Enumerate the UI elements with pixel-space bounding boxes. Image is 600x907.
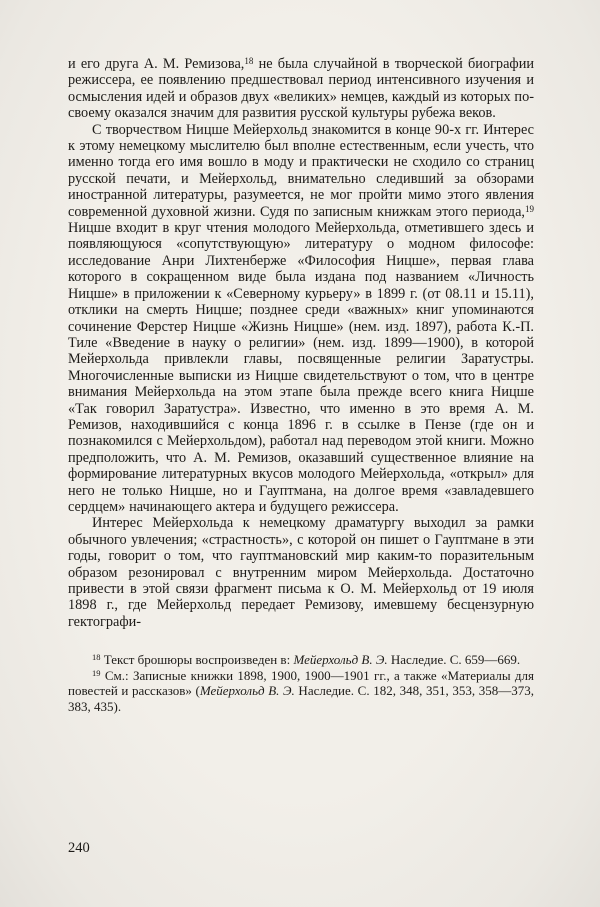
footnote-author: Мейерхольд В. Э.: [199, 683, 295, 699]
footnotes-section: [68, 652, 534, 714]
footnote-number-19: 19: [92, 668, 101, 678]
text-run: Ницше входит в круг чтения молодого Мейерхольда, отметившего здесь и появляющуюся «сопутствующую» литературу о модном философе: исследование Анри Лихтенберже «Философия Ницше», первая глава которого в сокращенном виде была издана под названием «Личность Ницше» в приложении к «Северному курьеру» в 1899 г. (от 08.11 и 15.11), отклики на смерть Ницше; позднее среди «важных» книг упоминаются сочинение Ферстер Ницше «Жизнь Ницше» (нем. изд. 1897), работа К.-П. Тиле «Введение в науку о религии» (нем. изд. 1899—1900), в которой Мейерхольда привлекли главы, посвященные религии Заратустры. Многочисленные выписки из Ницше свидетельствуют о том, что в центре внимания Мейерхольда на этом этапе была прежде всего книга Ницше «Так говорил Заратустра». Известно, что именно в это время А. М. Ремизов, находившийся с конца 1896 г. в ссылке в Пензе (где он и познакомился с Мейерхольдом), работал над переводом этой книги. Можно предположить, что А. М. Ремизов, оказавший существенное влияние на формирование литературных вкусов молодого Мейерхольда, «открыл» для него не только Ницше, но и Гауптмана, на долгое время «завладевшего сердцем» начинающего актера и будущего режиссера.: [68, 220, 534, 515]
footnote-number-18: 18: [92, 652, 101, 663]
text-run: не была случайной в творческой биографии режиссера, ее появлению предшествовал период интенсивного изучения и осмысления идей и образов двух «великих» немцев, каждый из которых по-своему оказался значим для развития русской культуры рубежа веков.: [68, 56, 534, 122]
footnote-ref-19: 19: [525, 203, 534, 214]
text-run: и его друга А. М. Ремизова,: [68, 56, 245, 72]
text-run: Интерес Мейерхольда к немецкому драматургу выходил за рамки обычного увлечения; «страстность», с которой он пишет о Гауптмане в эти годы, говорит о том, что гауптмановский мир каким-то поразительным образом резонировал с внутренним миром Мейерхольда. Достаточно привести в этой связи фрагмент письма к О. М. Мейерхольд от 19 июля 1898 г., где Мейерхольд передает Ремизову, имевшему бесцензурную гектографи-: [68, 515, 534, 630]
footnote-text: Текст брошюры воспроизведен в:: [100, 652, 294, 668]
footnote-19: [68, 668, 534, 715]
paragraph-1: [68, 56, 534, 122]
paragraph-2: [68, 122, 534, 516]
footnote-text: Наследие. С. 659—669.: [387, 652, 521, 668]
footnote-author: Мейерхольд В. Э.: [293, 652, 388, 668]
footnote-text: Наследие. С. 182, 348, 351, 353, 358—373, 383, 435).: [68, 683, 534, 714]
paragraph-3: [68, 515, 534, 630]
footnote-text: См.: Записные книжки 1898, 1900, 1900—1901 гг., а также «Материалы для повестей и рассказов» (: [68, 667, 534, 699]
footnote-ref-18: 18: [244, 55, 254, 66]
body-text: [68, 56, 534, 630]
text-run: С творчеством Ницше Мейерхольд знакомится в конце 90-х гг. Интерес к этому немецкому мыслителю был вполне естественным, если учесть, что именно тогда его имя вошло в моду и практически не сходило со страниц русской печати, и Мейерхольд, внимательно следивший за обзорами иностранной литературы, разумеется, не мог пройти мимо этого явления современной духовной жизни. Судя по записным книжкам этого периода,: [68, 121, 534, 220]
page-number: 240: [68, 840, 90, 856]
footnote-18: [68, 652, 534, 668]
